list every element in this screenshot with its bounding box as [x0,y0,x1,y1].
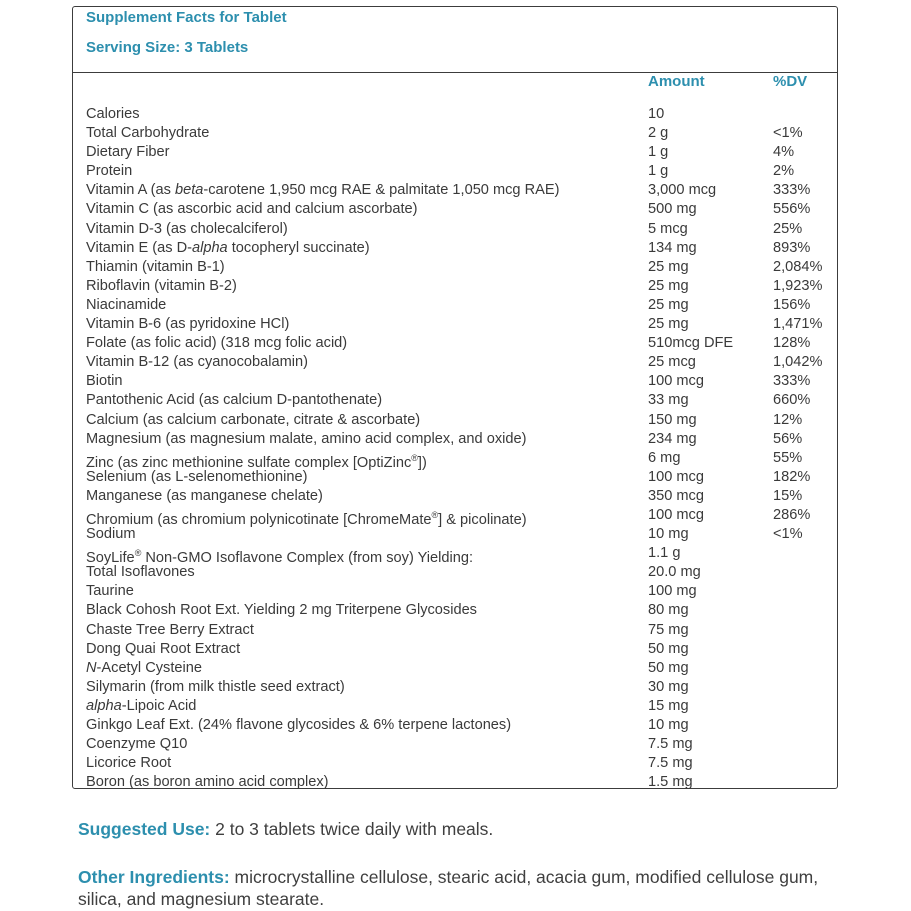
nutrient-amount: 1.5 mg [648,774,693,791]
nutrient-amount: 150 mg [648,411,697,428]
nutrient-name: Taurine [86,583,134,600]
nutrient-name: Zinc (as zinc methionine sulfate complex [OptiZinc®]) [86,452,427,471]
nutrient-row [86,430,831,449]
nutrient-row [86,582,831,601]
nutrient-row [86,754,831,773]
nutrient-row [86,697,831,716]
nutrient-name: N-Acetyl Cysteine [86,659,202,676]
nutrient-row [86,544,831,567]
nutrient-row [86,334,831,353]
nutrient-row [86,258,831,277]
nutrient-amount: 30 mg [648,678,689,695]
nutrient-dv: 893% [773,239,811,256]
nutrient-row [86,162,831,181]
nutrient-amount: 20.0 mg [648,564,701,581]
nutrient-row [86,220,831,239]
nutrient-amount: 100 mg [648,583,697,600]
nutrient-row [86,640,831,659]
nutrient-amount: 25 mg [648,277,689,294]
nutrient-row [86,200,831,219]
nutrient-amount: 3,000 mcg [648,182,717,199]
nutrient-row [86,449,831,471]
nutrient-name: Dietary Fiber [86,144,170,161]
nutrient-amount: 100 mcg [648,373,704,390]
nutrient-name: Sodium [86,526,136,543]
nutrient-name: Magnesium (as magnesium malate, amino acid complex, and oxide) [86,430,527,447]
nutrient-row [86,678,831,697]
nutrient-row [86,525,831,544]
nutrient-dv: 1,923% [773,277,823,294]
nutrient-row [86,735,831,754]
nutrient-name: Total Carbohydrate [86,125,210,142]
nutrient-dv: 15% [773,487,803,504]
nutrient-dv: 2,084% [773,258,823,275]
nutrient-dv: 4% [773,144,795,161]
nutrient-amount: 15 mg [648,697,689,714]
nutrient-name: Thiamin (vitamin B-1) [86,258,225,275]
nutrient-amount: 1.1 g [648,545,681,562]
nutrient-amount: 100 mcg [648,506,704,523]
nutrient-name: SoyLife® Non-GMO Isoflavone Complex (from soy) Yielding: [86,548,474,567]
nutrient-row [86,296,831,315]
supplement-facts-panel [72,6,838,789]
nutrient-name: Manganese (as manganese chelate) [86,487,323,504]
nutrient-dv: 1,042% [773,354,823,371]
nutrient-amount: 134 mg [648,239,697,256]
nutrient-dv: 660% [773,392,811,409]
other-ingredients-label: Other Ingredients: [78,867,230,887]
nutrient-amount: 1 g [648,144,669,161]
nutrient-name: Vitamin B-6 (as pyridoxine HCl) [86,316,290,333]
amount-column-header: Amount [648,73,705,90]
nutrient-row [86,105,831,124]
nutrient-amount: 25 mg [648,316,689,333]
nutrient-list [86,105,831,792]
nutrient-dv: 1,471% [773,316,823,333]
nutrient-name: Vitamin E (as D-alpha tocopheryl succinate) [86,239,370,256]
nutrient-amount: 50 mg [648,640,689,657]
nutrient-row [86,659,831,678]
nutrient-amount: 234 mg [648,430,697,447]
nutrient-row [86,411,831,430]
nutrient-name: Vitamin D-3 (as cholecalciferol) [86,220,288,237]
nutrient-amount: 1 g [648,163,669,180]
nutrient-name: Selenium (as L-selenomethionine) [86,468,308,485]
nutrient-amount: 510mcg DFE [648,335,734,352]
nutrient-name: Calcium (as calcium carbonate, citrate & ascorbate) [86,411,421,428]
nutrient-amount: 33 mg [648,392,689,409]
nutrient-dv: 56% [773,430,803,447]
nutrient-amount: 25 mg [648,296,689,313]
nutrient-amount: 500 mg [648,201,697,218]
nutrient-name: Chaste Tree Berry Extract [86,621,254,638]
nutrient-amount: 350 mcg [648,487,704,504]
nutrient-amount: 75 mg [648,621,689,638]
facts-header [73,7,837,73]
nutrient-row [86,487,831,506]
nutrient-row [86,315,831,334]
nutrient-name: Dong Quai Root Extract [86,640,241,657]
nutrient-row [86,353,831,372]
nutrient-name: Protein [86,163,133,180]
nutrient-dv: 25% [773,220,803,237]
nutrient-row [86,621,831,640]
suggested-use-text: 2 to 3 tablets twice daily with meals. [210,819,494,839]
nutrient-name: Riboflavin (vitamin B-2) [86,277,237,294]
nutrient-row [86,181,831,200]
nutrient-row [86,124,831,143]
nutrient-name: Total Isoflavones [86,564,195,581]
nutrient-dv: 2% [773,163,795,180]
nutrient-name: Coenzyme Q10 [86,736,188,753]
nutrient-amount: 5 mcg [648,220,688,237]
nutrient-row [86,143,831,162]
nutrient-row [86,391,831,410]
nutrient-row [86,716,831,735]
other-ingredients-text: microcrystalline cellulose, stearic acid, acacia gum, modified cellulose gum, silica, and magnesium stearate. [78,867,819,909]
nutrient-row [86,506,831,528]
nutrient-dv: 128% [773,335,811,352]
nutrient-name: Vitamin B-12 (as cyanocobalamin) [86,354,308,371]
nutrient-dv: 55% [773,449,803,466]
nutrient-dv: 182% [773,468,811,485]
nutrient-name: Calories [86,106,140,122]
nutrient-name: alpha-Lipoic Acid [86,697,197,714]
nutrient-amount: 100 mcg [648,468,704,485]
nutrient-name: Biotin [86,373,123,390]
nutrient-amount: 10 mg [648,526,689,543]
nutrient-dv: <1% [773,526,803,543]
nutrient-amount: 7.5 mg [648,736,693,753]
nutrient-dv: 556% [773,201,811,218]
dv-column-header: %DV [773,73,808,90]
nutrient-name: Licorice Root [86,755,172,772]
facts-title: Supplement Facts for Tablet [86,9,287,26]
suggested-use-label: Suggested Use: [78,819,211,839]
nutrient-amount: 7.5 mg [648,755,693,772]
nutrient-row [86,239,831,258]
nutrient-dv: 286% [773,506,811,523]
nutrient-dv: 333% [773,182,811,199]
nutrient-amount: 80 mg [648,602,689,619]
nutrient-dv: <1% [773,125,803,142]
nutrient-dv: 333% [773,373,811,390]
nutrient-amount: 50 mg [648,659,689,676]
nutrient-amount: 6 mg [648,449,681,466]
nutrient-name: Niacinamide [86,296,167,313]
nutrient-name: Vitamin A (as beta-carotene 1,950 mcg RAE & palmitate 1,050 mcg RAE) [86,182,560,199]
nutrient-name: Boron (as boron amino acid complex) [86,774,329,791]
nutrient-name: Ginkgo Leaf Ext. (24% flavone glycosides & 6% terpene lactones) [86,717,512,733]
nutrient-amount: 10 mg [648,717,689,733]
nutrient-row [86,372,831,391]
serving-size: Serving Size: 3 Tablets [86,39,249,56]
nutrient-name: Pantothenic Acid (as calcium D-pantothenate) [86,392,383,409]
nutrient-amount: 10 [648,106,665,122]
nutrient-row [86,563,831,582]
nutrient-row [86,773,831,792]
nutrient-name: Vitamin C (as ascorbic acid and calcium ascorbate) [86,201,418,218]
nutrient-row [86,277,831,296]
nutrient-dv: 12% [773,411,803,428]
nutrient-row [86,601,831,620]
nutrient-name: Folate (as folic acid) (318 mcg folic acid) [86,335,348,352]
nutrient-row [86,468,831,487]
nutrient-amount: 2 g [648,125,669,142]
suggested-use [78,818,858,840]
nutrient-name: Silymarin (from milk thistle seed extract) [86,678,345,695]
nutrient-amount: 25 mg [648,258,689,275]
nutrient-dv: 156% [773,296,811,313]
nutrient-amount: 25 mcg [648,354,696,371]
nutrient-name: Black Cohosh Root Ext. Yielding 2 mg Triterpene Glycosides [86,602,477,619]
nutrient-name: Chromium (as chromium polynicotinate [ChromeMate®] & picolinate) [86,509,527,528]
other-ingredients [78,866,853,910]
